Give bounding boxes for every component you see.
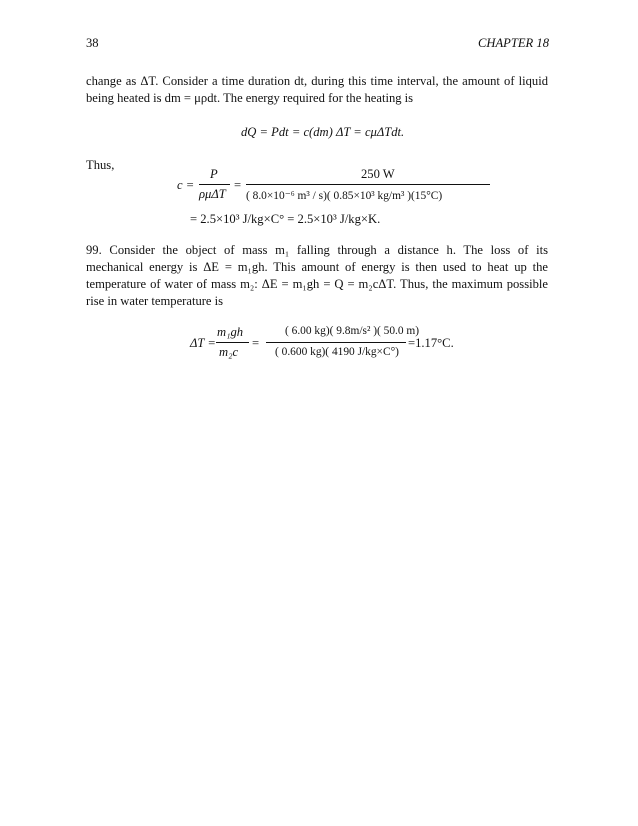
eq-dT-num-right: ( 6.00 kg)( 9.8m/s² )( 50.0 m) (285, 325, 420, 337)
intro-line-2: being heated is dm = μρdt. The energy required for the heating is (86, 91, 414, 105)
eq-dT-equals: = (252, 336, 260, 350)
eq-dT-den-left: m₂c (219, 345, 239, 359)
equation-dQ: dQ = Pdt = c(dm) ΔT = cμΔTdt. (241, 125, 405, 139)
intro-paragraph (86, 73, 548, 107)
problem-99-paragraph (86, 242, 548, 310)
eq-dT-frac-bar-left (216, 342, 249, 343)
eq-dT-den-right: ( 0.600 kg)( 4190 J/kg×C°) (275, 346, 399, 358)
eq-c-den-left: ρμΔT (199, 187, 226, 201)
eq-dT-result: =1.17°C. (408, 336, 454, 350)
eq-dT-lhs: ΔT = (190, 336, 216, 350)
eq-c-num-right: 250 W (361, 167, 395, 181)
intro-line-1: change as ΔT. Consider a time duration dt, during this time interval, the amount of liquid (86, 74, 548, 88)
problem-99-line-2: mechanical energy is ΔE = m₁gh. This amount of energy is then used to heat up the (86, 260, 548, 274)
problem-99-line-1: 99. Consider the object of mass m₁ falling through a distance h. The loss of its (86, 243, 548, 257)
eq-c-frac-bar-right (246, 184, 490, 185)
chapter-title: CHAPTER 18 (477, 36, 549, 50)
page-number: 38 (86, 36, 99, 50)
eq-c-line-2: = 2.5×10³ J/kg×C° = 2.5×10³ J/kg×K. (190, 212, 381, 226)
eq-c-num-left: P (210, 167, 218, 181)
eq-dT-frac-bar-right (266, 342, 406, 343)
eq-c-den-right: ( 8.0×10⁻⁶ m³ / s)( 0.85×10³ kg/m³ )(15°C) (246, 190, 443, 202)
problem-99-line-4: rise in water temperature is (86, 294, 224, 308)
problem-99-line-3: temperature of water of mass m₂: ΔE = m₁gh = Q = m₂cΔT. Thus, the maximum possible (86, 277, 548, 291)
thus-label: Thus, (86, 158, 115, 172)
eq-c-lhs: c = (177, 178, 195, 192)
eq-c-equals: = (234, 178, 242, 192)
eq-dT-num-left: m₁gh (217, 325, 244, 339)
eq-c-frac-bar-left (199, 184, 230, 185)
